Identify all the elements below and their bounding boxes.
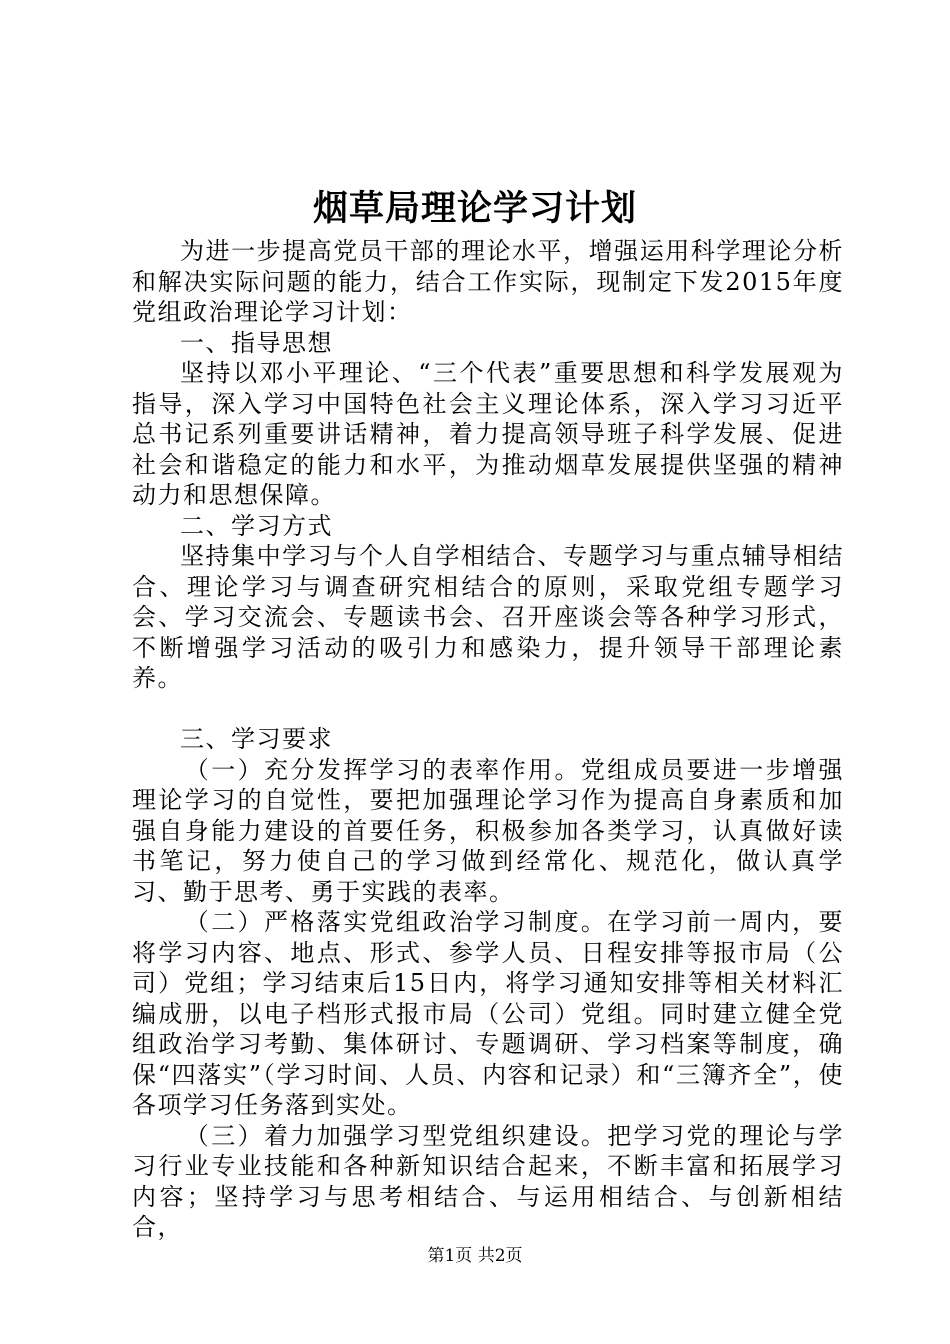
section-heading-guiding-ideology: 一、指导思想	[180, 328, 333, 357]
document-body	[132, 236, 844, 1243]
requirement-item-1: （一）充分发挥学习的表率作用。党组成员要进一步增强理论学习的自觉性，要把加强理论学习作为提高自身素质和加强自身能力建设的首要任务，积极参加各类学习，认真做好读书笔记，努力使自己的学习做到经常化、规范化，做认真学习、勤于思考、勇于实践的表率。	[132, 755, 844, 906]
study-methods-paragraph: 坚持集中学习与个人自学相结合、专题学习与重点辅导相结合、理论学习与调查研究相结合的原则，采取党组专题学习会、学习交流会、专题读书会、召开座谈会等各种学习形式，不断增强学习活动的吸引力和感染力，提升领导干部理论素养。	[132, 542, 844, 692]
intro-paragraph: 为进一步提高党员干部的理论水平，增强运用科学理论分析和解决实际问题的能力，结合工作实际，现制定下发2015年度党组政治理论学习计划：	[132, 237, 844, 326]
requirement-item-2: （二）严格落实党组政治学习制度。在学习前一周内，要将学习内容、地点、形式、参学人员、日程安排等报市局（公司）党组；学习结束后15日内，将学习通知安排等相关材料汇编成册，以电子档形式报市局（公司）党组。同时建立健全党组政治学习考勤、集体研讨、专题调研、学习档案等制度，确保“四落实”（学习时间、人员、内容和记录）和“三簿齐全”，使各项学习任务落到实处。	[132, 908, 844, 1119]
page-footer: 第1页 共2页	[427, 1246, 523, 1266]
document-title: 烟草局理论学习计划	[312, 188, 637, 229]
blank-line	[132, 694, 844, 725]
section-heading-study-methods: 二、学习方式	[180, 511, 333, 540]
guiding-ideology-paragraph: 坚持以邓小平理论、“三个代表”重要思想和科学发展观为指导，深入学习中国特色社会主义理论体系，深入学习习近平总书记系列重要讲话精神，着力提高领导班子科学发展、促进社会和谐稳定的能力和水平，为推动烟草发展提供坚强的精神动力和思想保障。	[132, 359, 844, 509]
requirement-item-3: （三）着力加强学习型党组织建设。把学习党的理论与学习行业专业技能和各种新知识结合起来，不断丰富和拓展学习内容；坚持学习与思考相结合、与运用相结合、与创新相结合，	[132, 1121, 844, 1241]
section-heading-study-requirements: 三、学习要求	[180, 725, 333, 753]
